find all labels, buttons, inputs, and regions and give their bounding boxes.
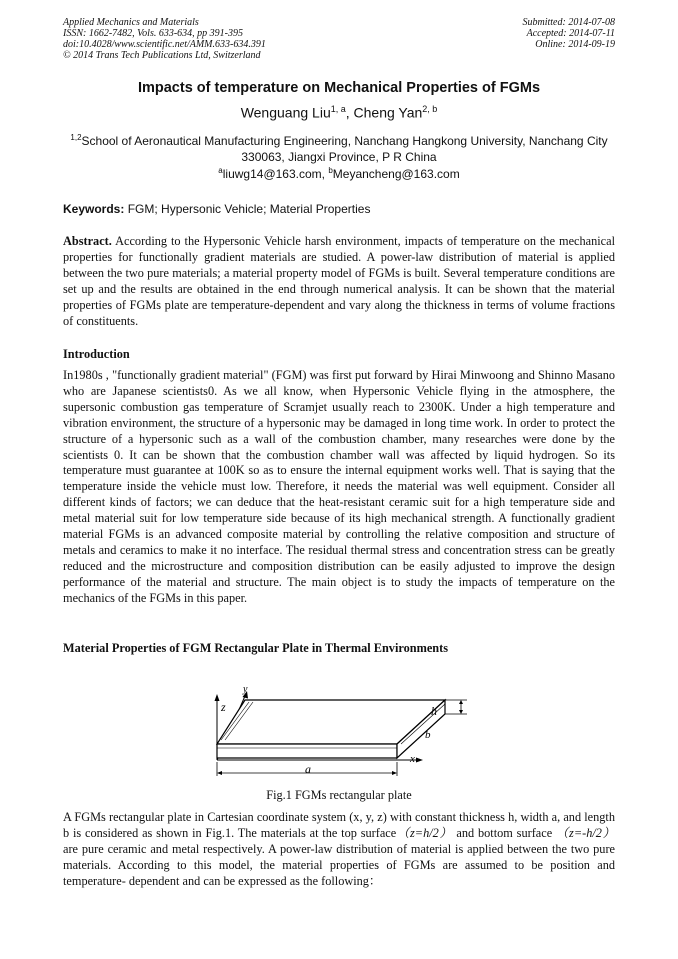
a-dim-arrow-right bbox=[392, 771, 397, 775]
label-h: h bbox=[431, 704, 437, 718]
plate-text-3: are pure ceramic and metal respectively. A power-law distribution of material is applied between the two pure materials. According to this model, the material properties of FGMs are assumed to be position and temperature- dependent and can be expressed as the following： bbox=[63, 841, 615, 888]
fgm-plate-figure bbox=[205, 682, 475, 782]
plate-front-face bbox=[217, 744, 397, 758]
h-dim-arrow-bottom bbox=[459, 710, 463, 714]
keywords-label: Keywords: bbox=[63, 202, 125, 216]
journal-header-right bbox=[523, 17, 616, 50]
journal-name: Applied Mechanics and Materials bbox=[63, 17, 199, 28]
author-1-affil: 1, a bbox=[330, 104, 346, 114]
paper-title: Impacts of temperature on Mechanical Properties of FGMs bbox=[137, 80, 541, 96]
plate-description bbox=[63, 810, 615, 890]
abstract bbox=[63, 234, 615, 329]
journal-header-left bbox=[63, 17, 266, 61]
abstract-text: According to the Hypersonic Vehicle harsh environment, impacts of temperature on the mechanical properties for functionally gradient materials are studied. A power-law distribution of material is applied between the two pure materials; a material property model of FGMs is built. Several temperature conditions are set up and the results are obtained in the end through numerical analysis. It can be shown that the material properties of FGMs plate are temperature-dependent and vary along the thickness in terms of volume fractions of constituents. bbox=[63, 234, 615, 328]
affiliation bbox=[63, 130, 615, 165]
h-dim-arrow-top bbox=[459, 700, 463, 704]
issn-line: ISSN: 1662-7482, Vols. 633-634, pp 391-395 bbox=[63, 28, 243, 39]
author-1-name: Wenguang Liu bbox=[240, 104, 331, 121]
email-a-sup: a bbox=[218, 166, 223, 175]
label-b: b bbox=[425, 729, 431, 741]
plate-text-2: and bottom surface bbox=[452, 825, 556, 840]
doi-line: doi:10.4028/www.scientific.net/AMM.633-634.391 bbox=[63, 39, 266, 50]
a-dim-arrow-left bbox=[217, 771, 222, 775]
author-2-affil: 2, b bbox=[422, 104, 438, 114]
plate-text-1: A FGMs rectangular plate in Cartesian coordinate system (x, y, z) with constant thickness h, width a, and length b is considered as shown in Fig.1. The materials at the top surface bbox=[63, 810, 615, 840]
affiliation-sup: 1,2 bbox=[70, 133, 82, 142]
author-line bbox=[0, 104, 678, 121]
email-b[interactable]: Meyancheng@163.com bbox=[332, 167, 460, 181]
online-date: Online: 2014-09-19 bbox=[535, 39, 615, 50]
accepted-date: Accepted: 2014-07-11 bbox=[526, 28, 615, 39]
label-a: a bbox=[305, 762, 311, 776]
affiliation-text: School of Aeronautical Manufacturing Engineering, Nanchang Hangkong University, Nanchang City 330063, Jiangxi Province, P R China bbox=[81, 134, 608, 164]
bottom-surface-condition: （z=-h/2） bbox=[555, 825, 615, 840]
top-surface-condition: （z=h/2） bbox=[396, 825, 453, 840]
email-a[interactable]: liuwg14@163.com, bbox=[222, 167, 329, 181]
copyright-line: © 2014 Trans Tech Publications Ltd, Switzerland bbox=[63, 50, 261, 61]
email-b-sup: b bbox=[328, 166, 333, 175]
email-line bbox=[0, 166, 678, 181]
z-axis-arrow bbox=[215, 694, 220, 701]
introduction-heading: Introduction bbox=[63, 347, 130, 361]
author-2-name: Cheng Yan bbox=[353, 104, 423, 121]
label-z: z bbox=[221, 700, 226, 714]
submitted-date: Submitted: 2014-07-08 bbox=[522, 17, 615, 28]
x-axis-arrow bbox=[416, 758, 423, 763]
keywords-text: FGM; Hypersonic Vehicle; Material Properties bbox=[124, 202, 371, 216]
label-y: y bbox=[243, 684, 248, 695]
introduction-text: In1980s , "functionally gradient material" (FGM) was first put forward by Hirai Minwoong and Shinno Masano who are Japanese scientists0. As we all know, when Hypersonic Vehicle flying in the atmosphere, the supersonic combustion gas temperature of Scramjet usually reach to 2300K. Under a high temperature and vibration environment, the structure of a hypersonic may be damaged in long time work. In order to protect the structure of a hypersonic such as a wall of the combustion chamber, many researches were done by the scientists 0. It can be shown that the combustion chamber wall was affected by liquid hydrogen. So its temperature must guarantee at 100K so as to ensure the internal equipment works well. That is saying that the temperature inside the vehicle must low. Therefore, it needs the material was well equipment. Consider all different kinds of factors; we can deduce that the heat-resistant ceramic suit for a high temperature side and metal material suit for low temperature side because of its high mechanical strength. A functionally gradient material FGMs is an advanced composite material by controlling the relative composition and structure of metals and ceramics to make it no interface. The residual thermal stress and concentration stress can be greatly reduced and the microstructure and composition distribution can be easily adjusted to improve the design performance of the material and structure. The main object is to study the impacts of temperature on the mechanics of the FGMs in this paper. bbox=[63, 368, 615, 605]
keywords bbox=[63, 202, 615, 216]
label-x: x bbox=[410, 753, 415, 765]
material-section-heading: Material Properties of FGM Rectangular Plate in Thermal Environments bbox=[63, 641, 449, 655]
figure-caption: Fig.1 FGMs rectangular plate bbox=[266, 788, 412, 802]
abstract-label: Abstract. bbox=[63, 234, 112, 248]
author-separator: , bbox=[345, 104, 354, 121]
